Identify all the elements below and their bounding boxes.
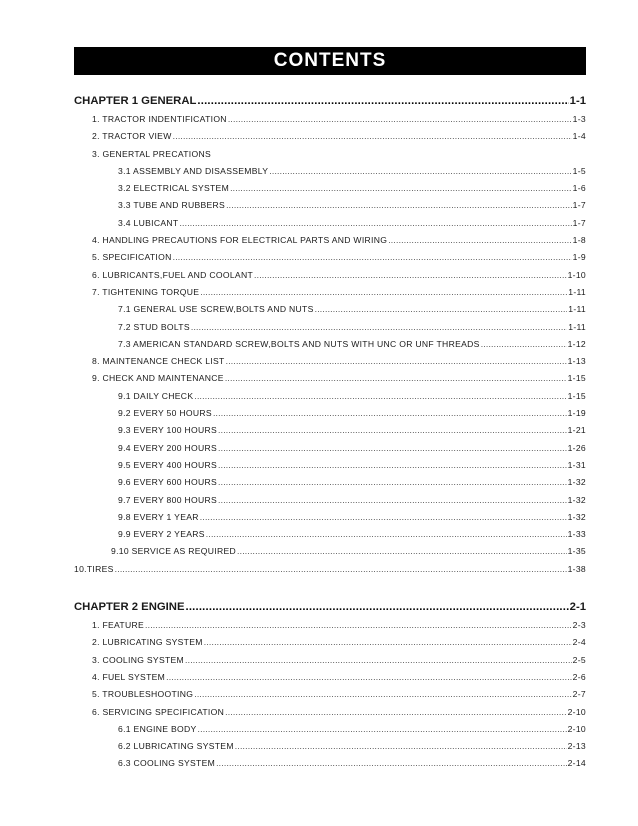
dot-leader <box>388 232 571 249</box>
toc-entry[interactable] <box>74 474 586 491</box>
dot-leader <box>481 336 567 353</box>
dot-leader <box>185 652 572 669</box>
dot-leader <box>230 180 572 197</box>
toc-entry[interactable] <box>74 146 586 163</box>
dot-leader <box>226 353 567 370</box>
toc-entry-page: 1-15 <box>567 390 586 401</box>
chapter-heading-label: CHAPTER 2 ENGINE <box>74 601 185 614</box>
toc-entry-label: 6. LUBRICANTS,FUEL AND COOLANT <box>92 269 254 280</box>
dot-leader <box>198 721 567 738</box>
chapter-heading[interactable] <box>74 91 586 111</box>
toc-entry-label: 2. LUBRICATING SYSTEM <box>92 637 203 648</box>
toc-entry[interactable] <box>74 738 586 755</box>
toc-entry-label: 9. CHECK AND MAINTENANCE <box>92 373 224 384</box>
toc-entry-label: 6.3 COOLING SYSTEM <box>118 758 216 769</box>
dot-leader <box>200 509 567 526</box>
toc-entry-label: 9.1 DAILY CHECK <box>118 390 194 401</box>
toc-entry[interactable] <box>74 336 586 353</box>
toc-entry[interactable] <box>74 128 586 145</box>
toc-entry[interactable] <box>74 405 586 422</box>
toc-entry[interactable] <box>74 370 586 387</box>
toc-entry-page: 2-10 <box>567 706 586 717</box>
contents-page <box>74 47 586 773</box>
toc-entry-page: 1-21 <box>567 425 586 436</box>
toc-entry-page: 1-4 <box>572 131 586 142</box>
dot-leader <box>218 492 567 509</box>
toc-entry-page: 1-11 <box>568 321 586 332</box>
toc-entry[interactable] <box>74 388 586 405</box>
toc-entry-page: 2-5 <box>572 654 586 665</box>
toc-entry[interactable] <box>74 721 586 738</box>
toc-entry-page: 1-7 <box>572 217 586 228</box>
dot-leader <box>166 669 572 686</box>
toc-entry-label: 3.4 LUBICANT <box>118 217 179 228</box>
toc-entry[interactable] <box>74 669 586 686</box>
toc-entry-page: 1-5 <box>572 165 586 176</box>
toc-entry-page: 1-3 <box>572 114 586 124</box>
chapter-gap <box>74 578 586 597</box>
toc-entry-label: 3. GENERTAL PRECATIONS <box>92 148 211 159</box>
dot-leader <box>218 474 567 491</box>
dot-leader <box>235 738 567 755</box>
dot-leader <box>315 301 568 318</box>
toc-entry-page: 1-32 <box>567 494 586 505</box>
dot-leader <box>200 284 567 301</box>
dot-leader <box>254 267 567 284</box>
toc-entry[interactable] <box>74 232 586 249</box>
toc-entry-page: 1-31 <box>567 459 586 470</box>
toc-entry-page: 1-13 <box>567 356 586 367</box>
toc-entry[interactable] <box>74 561 586 578</box>
toc-entry[interactable] <box>74 215 586 232</box>
toc-entry-label: 1. FEATURE <box>92 620 145 631</box>
toc-entry[interactable] <box>74 422 586 439</box>
dot-leader <box>269 163 571 180</box>
toc-entry-page: 1-35 <box>567 546 586 557</box>
toc-entry-label: 6.1 ENGINE BODY <box>118 723 197 734</box>
toc-entry-label: 6.2 LUBRICATING SYSTEM <box>118 741 234 752</box>
toc-entry-page: 2-4 <box>572 637 586 648</box>
toc-entry-page: 2-14 <box>567 758 586 769</box>
toc-entry[interactable] <box>74 457 586 474</box>
toc-entry-label: 4. HANDLING PRECAUTIONS FOR ELECTRICAL PARTS AND WIRING <box>92 235 388 246</box>
toc-entry[interactable] <box>74 617 586 634</box>
toc-entry-label: 9.6 EVERY 600 HOURS <box>118 477 218 488</box>
toc-entry[interactable] <box>74 180 586 197</box>
toc-entry[interactable] <box>74 543 586 560</box>
dot-leader <box>173 128 572 145</box>
chapter-page-number: 2-1 <box>569 601 586 614</box>
dot-leader <box>228 111 572 128</box>
toc-entry-page: 1-11 <box>568 304 586 315</box>
dot-leader <box>185 597 568 617</box>
toc-entry-label: 9.8 EVERY 1 YEAR <box>118 511 199 522</box>
toc-entry-label: 5. SPECIFICATION <box>92 252 172 263</box>
chapter-heading[interactable] <box>74 597 586 617</box>
toc-entry[interactable] <box>74 301 586 318</box>
toc-entry-label: 3.2 ELECTRICAL SYSTEM <box>118 183 230 194</box>
toc-entry-page: 1-15 <box>567 373 586 384</box>
toc-entry[interactable] <box>74 163 586 180</box>
toc-entry-page: 2-7 <box>572 689 586 700</box>
dot-leader <box>204 634 572 651</box>
toc-entry-page: 1-6 <box>572 183 586 194</box>
toc-entry-page: 1-32 <box>567 477 586 488</box>
toc-entry-page: 1-32 <box>567 511 586 522</box>
toc-entry[interactable] <box>74 284 586 301</box>
toc-entry[interactable] <box>74 440 586 457</box>
toc-entry[interactable] <box>74 652 586 669</box>
toc-entry-page: 1-12 <box>567 338 586 349</box>
dot-leader <box>179 215 571 232</box>
dot-leader <box>197 91 568 111</box>
toc-entry-page: 1-26 <box>567 442 586 453</box>
toc-entry-page: 1-38 <box>567 563 586 574</box>
toc-entry-label: 9.3 EVERY 100 HOURS <box>118 425 218 436</box>
table-of-contents <box>74 91 586 773</box>
toc-entry[interactable] <box>74 634 586 651</box>
toc-entry[interactable] <box>74 267 586 284</box>
dot-leader <box>225 704 566 721</box>
toc-entry[interactable] <box>74 755 586 772</box>
dot-leader <box>237 543 567 560</box>
dot-leader <box>206 526 567 543</box>
toc-entry[interactable] <box>74 249 586 266</box>
toc-entry-label: 9.7 EVERY 800 HOURS <box>118 494 218 505</box>
toc-entry-page: 1-10 <box>567 269 586 280</box>
toc-entry-page: 2-10 <box>567 723 586 734</box>
chapter-heading-label: CHAPTER 1 GENERAL <box>74 95 197 107</box>
toc-entry-label: 3.3 TUBE AND RUBBERS <box>118 200 226 211</box>
contents-title: CONTENTS <box>74 47 586 75</box>
toc-entry-page: 1-9 <box>572 252 586 263</box>
toc-entry[interactable] <box>74 686 586 703</box>
toc-entry-label: 9.9 EVERY 2 YEARS <box>118 529 205 540</box>
toc-entry-page: 2-6 <box>572 671 586 682</box>
toc-entry[interactable] <box>74 197 586 214</box>
toc-entry-label: 8. MAINTENANCE CHECK LIST <box>92 356 225 367</box>
toc-entry-label: 9.4 EVERY 200 HOURS <box>118 442 218 453</box>
toc-entry-page: 1-19 <box>567 408 586 419</box>
toc-entry-page: 1-11 <box>568 286 586 297</box>
toc-entry-label: 7.2 STUD BOLTS <box>118 321 190 332</box>
dot-leader <box>225 370 567 387</box>
toc-entry-label: 7. TIGHTENING TORQUE <box>92 286 200 297</box>
dot-leader <box>213 405 567 422</box>
toc-entry-label: 5. TROUBLESHOOTING <box>92 689 194 700</box>
dot-leader <box>191 319 567 336</box>
toc-entry-label: 7.1 GENERAL USE SCREW,BOLTS AND NUTS <box>118 304 314 315</box>
dot-leader <box>194 686 571 703</box>
toc-entry[interactable] <box>74 111 586 128</box>
toc-entry-label: 6. SERVICING SPECIFICATION <box>92 706 225 717</box>
toc-entry-page: 2-3 <box>572 620 586 631</box>
toc-entry-label: 9.10 SERVICE AS REQUIRED <box>111 546 237 557</box>
dot-leader <box>218 422 567 439</box>
dot-leader <box>226 197 572 214</box>
dot-leader <box>218 440 567 457</box>
toc-entry-label: 10.TIRES <box>74 563 114 574</box>
toc-entry-label: 9.5 EVERY 400 HOURS <box>118 459 218 470</box>
toc-entry[interactable] <box>74 492 586 509</box>
toc-entry-label: 4. FUEL SYSTEM <box>92 671 166 682</box>
toc-entry[interactable] <box>74 509 586 526</box>
toc-entry-page: 1-8 <box>572 235 586 246</box>
toc-entry-label: 2. TRACTOR VIEW <box>92 131 172 142</box>
toc-entry-label: 3.1 ASSEMBLY AND DISASSEMBLY <box>118 165 269 176</box>
dot-leader <box>216 755 567 772</box>
toc-entry-label: 7.3 AMERICAN STANDARD SCREW,BOLTS AND NUTS WITH UNC OR UNF THREADS <box>118 338 480 349</box>
dot-leader <box>194 388 566 405</box>
toc-entry[interactable] <box>74 704 586 721</box>
toc-entry[interactable] <box>74 526 586 543</box>
dot-leader <box>173 249 572 266</box>
toc-entry-label: 1. TRACTOR INDENTIFICATION <box>92 114 227 124</box>
dot-leader <box>145 617 572 634</box>
dot-leader <box>115 561 567 578</box>
chapter-page-number: 1-1 <box>569 95 586 107</box>
toc-entry-label: 3. COOLING SYSTEM <box>92 654 185 665</box>
toc-entry[interactable] <box>74 353 586 370</box>
toc-entry-label: 9.2 EVERY 50 HOURS <box>118 408 212 419</box>
dot-leader <box>218 457 567 474</box>
toc-entry[interactable] <box>74 319 586 336</box>
toc-entry-page: 2-13 <box>567 741 586 752</box>
toc-entry-page: 1-33 <box>567 529 586 540</box>
toc-entry-page: 1-7 <box>572 200 586 211</box>
